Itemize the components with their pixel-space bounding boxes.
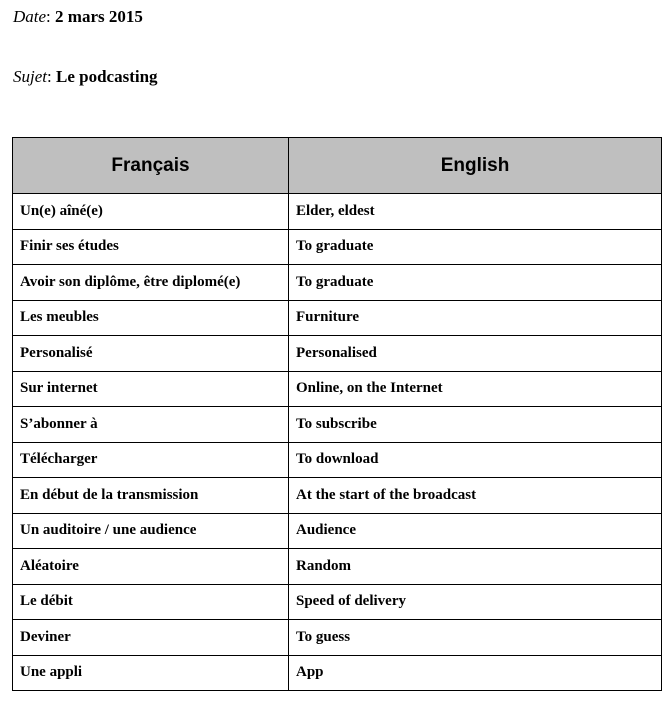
table-header-row: [13, 138, 662, 194]
french-term-cell: Une appli: [13, 655, 289, 691]
french-term-cell: Télécharger: [13, 442, 289, 478]
french-term-cell: Finir ses études: [13, 229, 289, 265]
english-term-cell: Furniture: [289, 300, 662, 336]
column-header-english: English: [289, 138, 662, 194]
table-row: [13, 265, 662, 301]
table-row: [13, 300, 662, 336]
english-term-cell: To graduate: [289, 229, 662, 265]
french-term-cell: Les meubles: [13, 300, 289, 336]
english-term-cell: App: [289, 655, 662, 691]
french-term-cell: Un auditoire / une audience: [13, 513, 289, 549]
table-row: [13, 655, 662, 691]
french-term-cell: Sur internet: [13, 371, 289, 407]
table-row: [13, 513, 662, 549]
date-line: Date: 2 mars 2015: [13, 7, 143, 26]
english-term-cell: At the start of the broadcast: [289, 478, 662, 514]
english-term-cell: Speed of delivery: [289, 584, 662, 620]
english-term-cell: Random: [289, 549, 662, 585]
table-row: [13, 549, 662, 585]
french-term-cell: En début de la transmission: [13, 478, 289, 514]
french-term-cell: S’abonner à: [13, 407, 289, 443]
date-label: Date: [13, 7, 47, 26]
english-term-cell: To guess: [289, 620, 662, 656]
table-row: [13, 371, 662, 407]
column-header-french: Français: [13, 138, 289, 194]
french-term-cell: Avoir son diplôme, être diplomé(e): [13, 265, 289, 301]
subject-label: Sujet: [13, 67, 47, 86]
table-row: [13, 407, 662, 443]
table-body: [13, 194, 662, 691]
french-term-cell: Aléatoire: [13, 549, 289, 585]
english-term-cell: To download: [289, 442, 662, 478]
table-row: [13, 584, 662, 620]
french-term-cell: Deviner: [13, 620, 289, 656]
subject-value: Le podcasting: [55, 67, 158, 86]
english-term-cell: To subscribe: [289, 407, 662, 443]
table-row: [13, 229, 662, 265]
table-row: [13, 620, 662, 656]
table-row: [13, 194, 662, 230]
date-value: 2 mars 2015: [55, 7, 143, 26]
french-term-cell: Le débit: [13, 584, 289, 620]
french-term-cell: Un(e) aîné(e): [13, 194, 289, 230]
vocabulary-table: [12, 137, 662, 691]
english-term-cell: Personalised: [289, 336, 662, 372]
table-row: [13, 336, 662, 372]
english-term-cell: Audience: [289, 513, 662, 549]
subject-line: Sujet: Le podcasting: [13, 67, 158, 86]
english-term-cell: To graduate: [289, 265, 662, 301]
english-term-cell: Online, on the Internet: [289, 371, 662, 407]
french-term-cell: Personalisé: [13, 336, 289, 372]
table-row: [13, 478, 662, 514]
table-row: [13, 442, 662, 478]
english-term-cell: Elder, eldest: [289, 194, 662, 230]
